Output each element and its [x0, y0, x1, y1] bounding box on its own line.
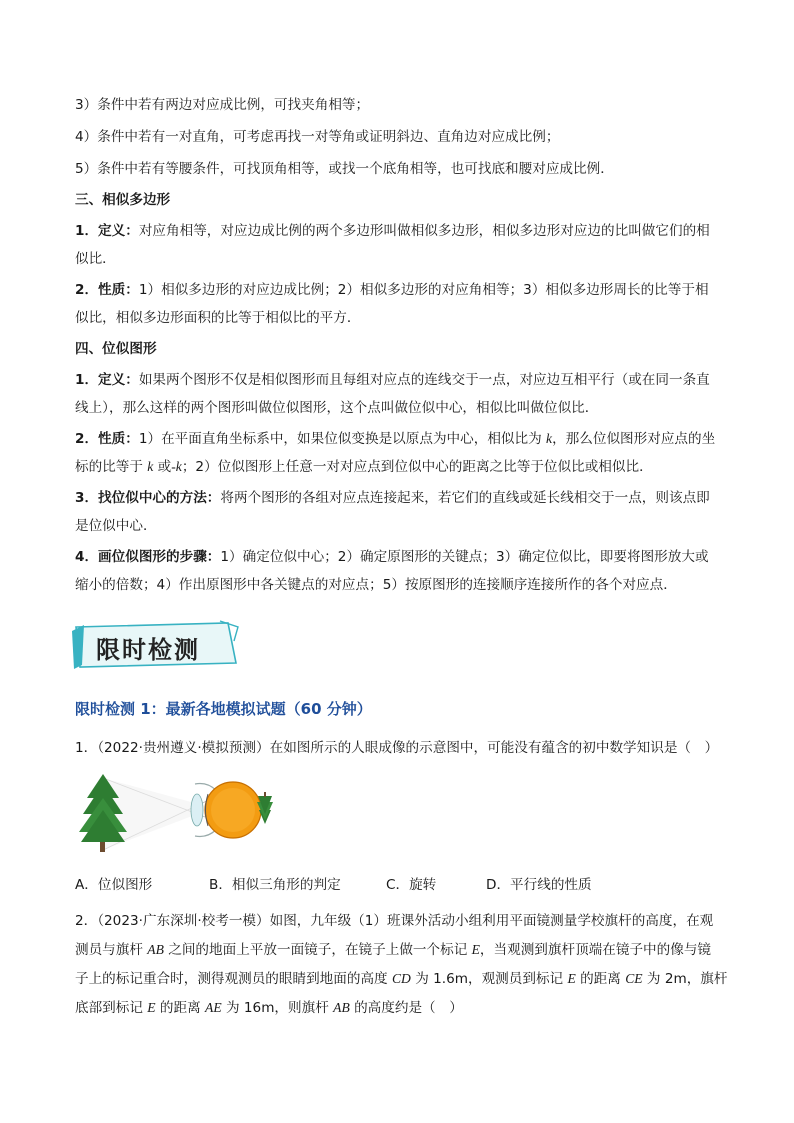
definition-label: 1．定义： [75, 223, 139, 239]
find-center-method-cont: 是位似中心． [75, 518, 157, 534]
polygon-definition [75, 222, 710, 240]
drawing-steps [75, 548, 709, 566]
question-2-line-1: 2．（2023·广东深圳·校考一模）如图，九年级（1）班课外活动小组利用平面镜测量学校旗杆的高度，在观 [75, 913, 714, 929]
condition-5: 5）条件中若有等腰条件，可找顶角相等，或找一个底角相等，也可找底和腰对应成比例． [75, 161, 614, 177]
property-label: 2．性质： [75, 431, 139, 447]
q2-text: 的距离 [575, 971, 626, 987]
steps-label: 4．画位似图形的步骤： [75, 549, 221, 565]
definition-text: 对应角相等，对应边成比例的两个多边形叫做相似多边形，相似多边形对应边的比叫做它们的相 [138, 223, 710, 239]
math-e: E [471, 942, 480, 957]
q2-text: 之间的地面上平放一面镜子，在镜子上做一个标记 [163, 942, 472, 958]
math-ab: AB [147, 942, 164, 957]
timed-test-banner [70, 619, 240, 671]
condition-3: 3）条件中若有两边对应成比例，可找夹角相等； [75, 97, 370, 113]
math-ae: AE [205, 1000, 222, 1015]
math-k: k [546, 431, 553, 446]
math-e: E [147, 1000, 156, 1015]
q2-text: 底部到标记 [75, 1000, 148, 1016]
q2-text: 的高度约是（ ） [349, 1000, 463, 1016]
math-neg-k: -k [171, 459, 182, 474]
definition-label: 1．定义： [75, 372, 139, 388]
polygon-property-cont: 似比，相似多边形面积的比等于相似比的平方． [75, 310, 361, 326]
property-text: 标的比等于 [75, 459, 148, 475]
eye-imaging-figure [75, 770, 285, 860]
property-text: ，那么位似图形对应点的坐 [552, 431, 716, 447]
property-text: 或 [153, 459, 172, 475]
q1-option-c: C．旋转 [386, 877, 437, 893]
property-label: 2．性质： [75, 282, 139, 298]
q2-text: 测员与旗杆 [75, 942, 148, 958]
q1-option-d: D．平行线的性质 [486, 877, 592, 893]
find-center-method [75, 489, 710, 507]
q2-text: 的距离 [155, 1000, 206, 1016]
q2-text: 为 2m，旗杆 [642, 971, 728, 987]
homothety-definition-cont: 线上），那么这样的两个图形叫做位似图形，这个点叫做位似中心，相似比叫做位似比． [75, 400, 599, 416]
question-2-line-3 [75, 970, 728, 988]
property-text: 1）在平面直角坐标系中，如果位似变换是以原点为中心，相似比为 [138, 431, 547, 447]
q1-option-a: A．位似图形 [75, 877, 153, 893]
section-heading-polygon: 三、相似多边形 [75, 192, 171, 208]
question-2-line-2 [75, 941, 711, 959]
test-title: 限时检测 1：最新各地模拟试题（60 分钟） [75, 700, 372, 718]
math-cd: CD [391, 971, 411, 986]
math-ce: CE [625, 971, 643, 986]
math-k: k [147, 459, 154, 474]
q1-option-b: B．相似三角形的判定 [209, 877, 341, 893]
homothety-property [75, 430, 715, 448]
q2-text: 子上的标记重合时，测得观测员的眼睛到地面的高度 [75, 971, 392, 987]
q2-text: 为 16m，则旗杆 [221, 1000, 334, 1016]
section-heading-homothety: 四、位似图形 [75, 341, 157, 357]
property-text: 1）相似多边形的对应边成比例；2）相似多边形的对应角相等；3）相似多边形周长的比等于相 [138, 282, 709, 298]
homothety-property-cont [75, 458, 653, 476]
math-ab: AB [333, 1000, 350, 1015]
drawing-steps-cont: 缩小的倍数；4）作出原图形中各关键点的对应点；5）按原图形的连接顺序连接所作的各个对应点． [75, 577, 677, 593]
condition-4: 4）条件中若有一对直角，可考虑再找一对等角或证明斜边、直角边对应成比例； [75, 129, 560, 145]
math-e: E [567, 971, 576, 986]
method-label: 3．找位似中心的方法： [75, 490, 221, 506]
steps-text: 1）确定位似中心；2）确定原图形的关键点；3）确定位似比，即要将图形放大或 [220, 549, 709, 565]
polygon-property [75, 281, 709, 299]
polygon-definition-cont: 似比． [75, 251, 116, 267]
definition-text: 如果两个图形不仅是相似图形而且每组对应点的连线交于一点，对应边互相平行（或在同一条直 [138, 372, 710, 388]
homothety-definition [75, 371, 710, 389]
method-text: 将两个图形的各组对应点连接起来，若它们的直线或延长线相交于一点，则该点即 [220, 490, 710, 506]
property-text: ；2）位似图形上任意一对对应点到位似中心的距离之比等于位似比或相似比． [181, 459, 653, 475]
banner-label: 限时检测 [96, 636, 200, 664]
eye-icon [191, 782, 261, 838]
question-2-line-4 [75, 999, 463, 1017]
q2-text: ，当观测到旗杆顶端在镜子中的像与镜 [479, 942, 712, 958]
question-1: 1．（2022·贵州遵义·模拟预测）在如图所示的人眼成像的示意图中，可能没有蕴含的初中数学知识是（ ） [75, 740, 719, 756]
q2-text: 为 1.6m，观测员到标记 [410, 971, 568, 987]
